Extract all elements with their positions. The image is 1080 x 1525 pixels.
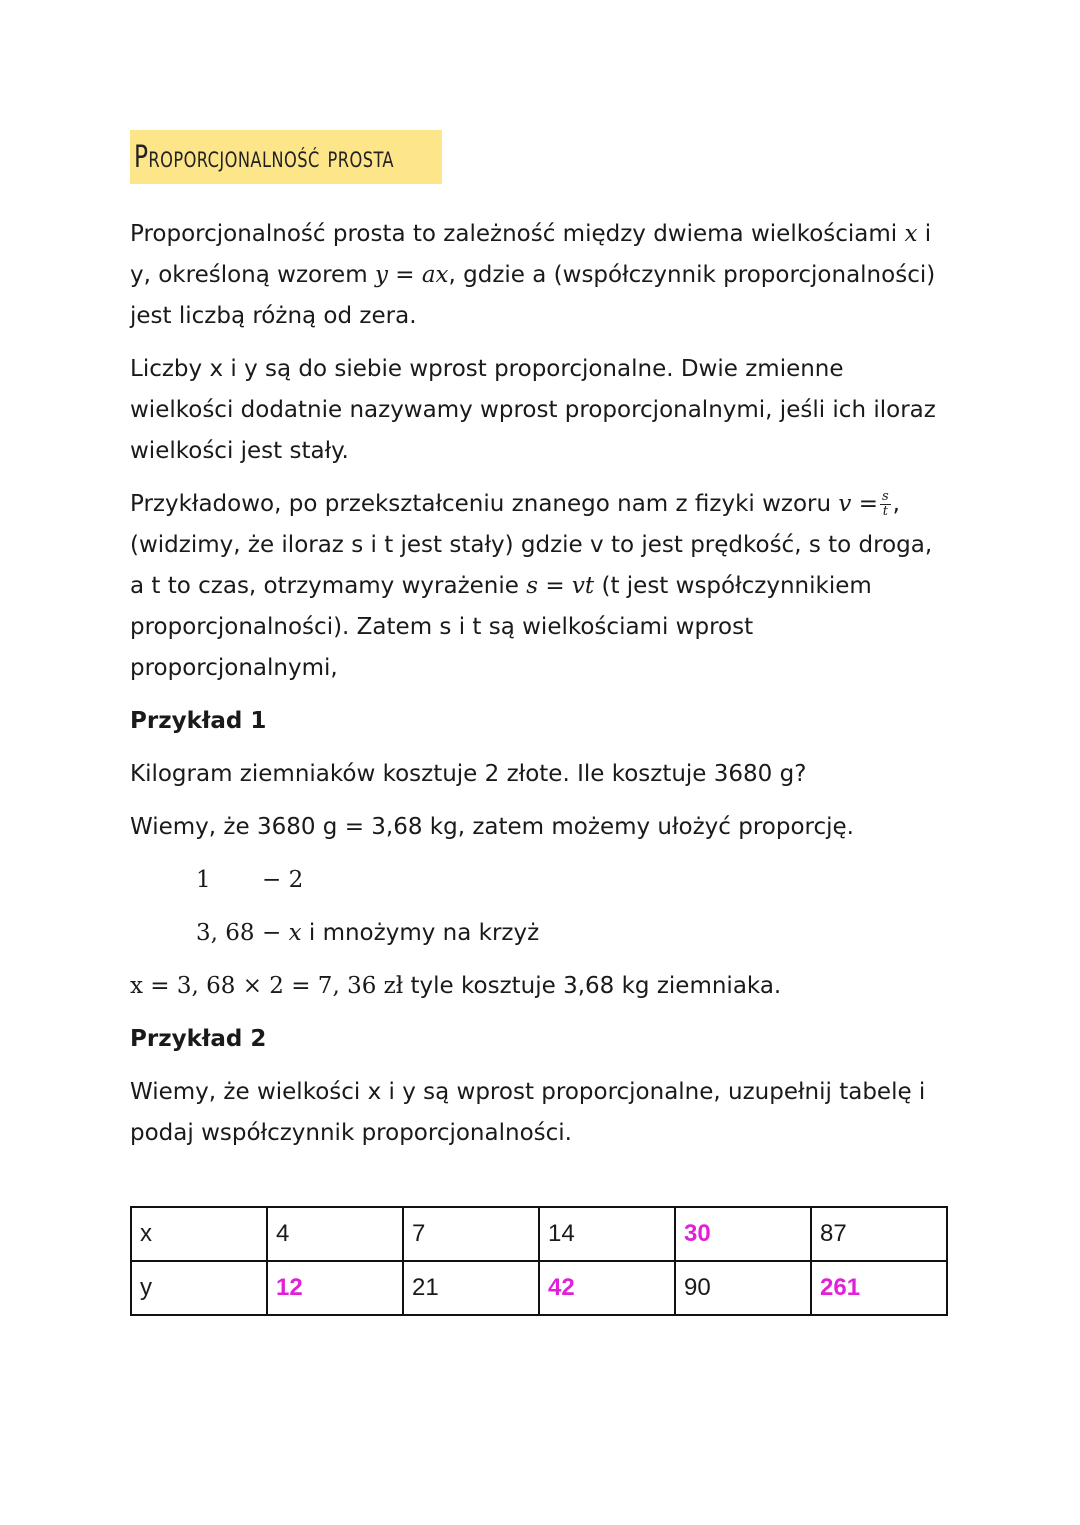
fraction-s-over-t [880,490,891,519]
result-formula: x = 3, 68 × 2 = 7, 36 zł [130,973,404,999]
formula-s-vt: s = vt [526,573,595,599]
document-body [130,130,950,1154]
formula-y-ax: y = ax [374,262,449,288]
table-cell: 90 [675,1261,811,1315]
table-cell: 4 [267,1207,403,1261]
proportion-table [130,1206,948,1316]
table-cell-answer: 12 [267,1261,403,1315]
definition-text-a: Proporcjonalność prosta to zależność między dwiema wielkościami [130,221,905,247]
proportion-1-left: 1 [196,867,211,893]
table-cell-answer: 30 [675,1207,811,1261]
example-1-heading: Przykład 1 [130,708,267,734]
fraction-denominator: t [882,504,888,519]
definition-paragraph [130,214,950,337]
table-cell: x [131,1207,267,1261]
table-cell: 21 [403,1261,539,1315]
title-highlight [130,130,442,184]
proportion-line-1 [196,860,950,901]
example-2-text: Wiemy, że wielkości x i y są wprost proporcjonalne, uzupełnij tabelę i podaj współczynnik proporcjonalności. [130,1079,926,1146]
result-text: tyle kosztuje 3,68 kg ziemniaka. [403,973,782,999]
physics-text-a: Przykładowo, po przekształceniu znanego nam z fizyki wzoru [130,491,839,517]
table-cell: 87 [811,1207,947,1261]
physics-text-c: (t jest współczynnikiem proporcjonalności). Zatem s i t są wielkościami wprost proporcjonalnymi, [130,573,872,681]
proportion-line-2 [196,913,950,954]
example-1-result [130,966,950,1007]
page-title: Proporcjonalność prosta [134,140,394,175]
table-row-y [131,1261,947,1315]
table-cell: y [131,1261,267,1315]
definition-text-b: i y, określoną wzorem [130,221,932,288]
property-paragraph: Liczby x i y są do siebie wprost proporcjonalne. Dwie zmienne wielkości dodatnie nazywamy wprost proporcjonalnymi, jeśli ich iloraz wielkości jest stały. [130,356,936,464]
example-2-heading: Przykład 2 [130,1026,267,1052]
table-cell-answer: 42 [539,1261,675,1315]
proportion-2-right: − x [262,920,302,946]
physics-text-b: (widzimy, że iloraz s i t jest stały) gdzie v to jest prędkość, s to droga, a t to czas, otrzymamy wyrażenie [130,532,933,599]
definition-text-c: , gdzie a (współczynnik proporcjonalności) jest liczbą różną od zera. [130,262,936,329]
variable-x: x [904,221,918,247]
table-cell: 14 [539,1207,675,1261]
example-1-known: Wiemy, że 3680 g = 3,68 kg, zatem możemy ułożyć proporcję. [130,814,854,840]
physics-example-paragraph [130,484,950,689]
table-row-x [131,1207,947,1261]
cross-multiply-text: i mnożymy na krzyż [301,920,540,946]
table-cell-answer: 261 [811,1261,947,1315]
fraction-numerator: s [881,489,889,504]
table-cell: 7 [403,1207,539,1261]
proportion-1-right: − 2 [262,867,304,893]
formula-v-eq: v = [838,491,878,517]
example-1-question: Kilogram ziemniaków kosztuje 2 złote. Ile kosztuje 3680 g? [130,761,807,787]
comma: , [892,491,900,517]
proportion-2-left: 3, 68 [196,920,255,946]
